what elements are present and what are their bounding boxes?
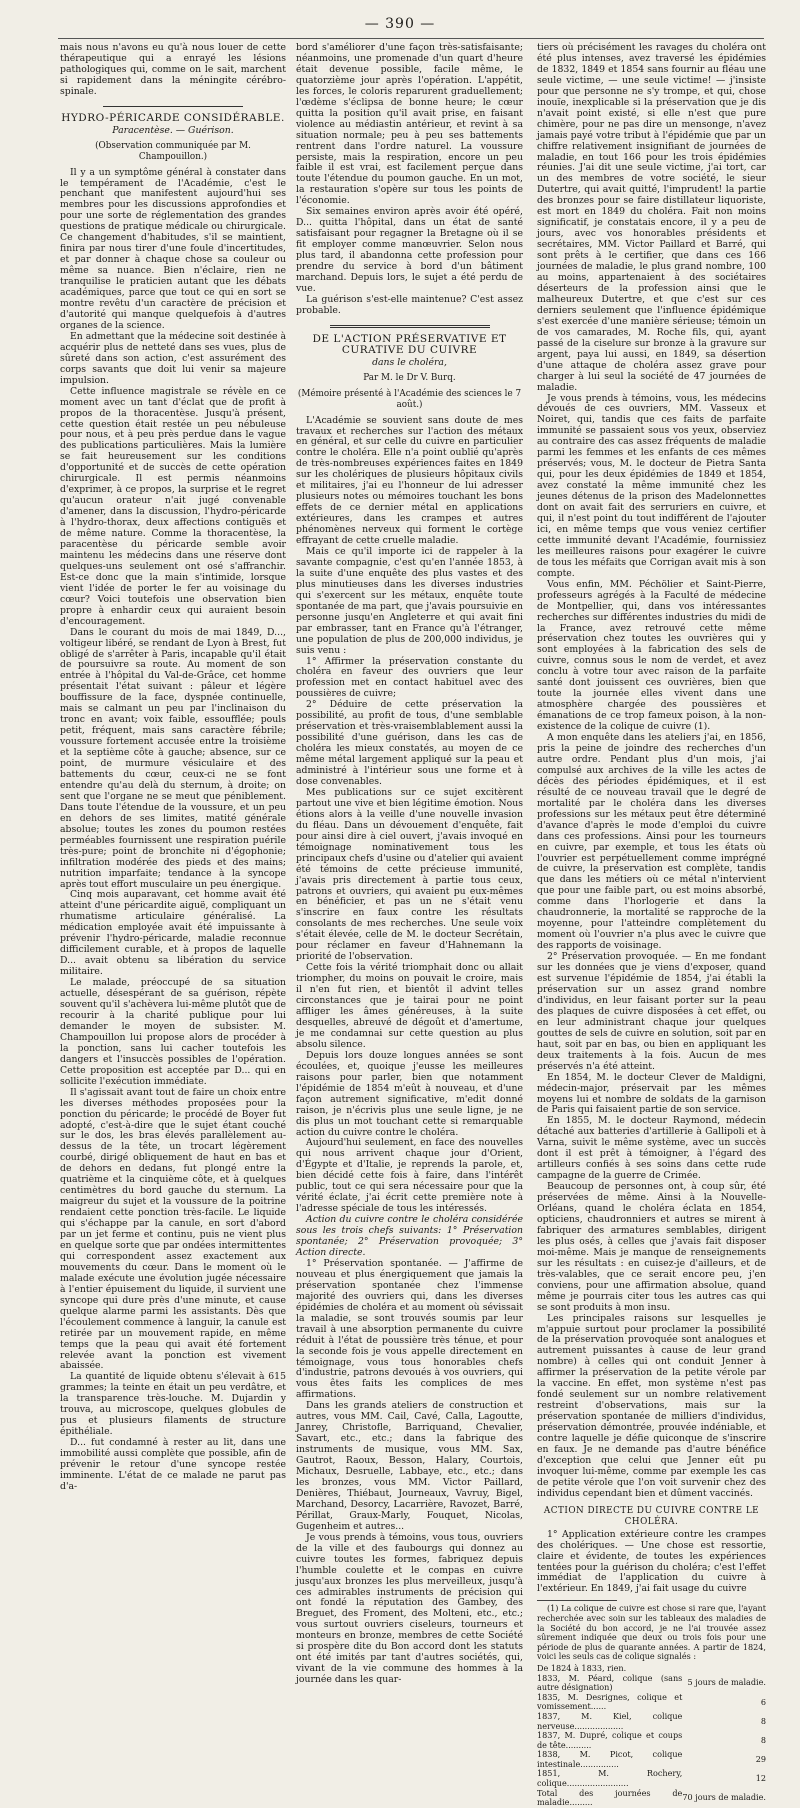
right-column [537,42,766,1808]
stats-row [537,1674,766,1693]
left-paragraph: Cette influence magistrale se révèle en ce moment avec un tant d'éclat que de profit à propos de la thoracentèse. Jusqu'à présent, cette question était restée un peu nébuleuse pour nous, et à peu près perdue dans le vague des publications particulières. Mais la lumière se fait heureusement sur les conditions d'opportunité et de succès de cette opération chirurgicale. Il est permis néanmoins d'exprimer, à ce propos, la surprise et le regret qu'aucun orateur n'ait jugé convenable d'amener, dans la discussion, l'hydro-péricarde à l'hydro-thorax, deux affections contiguës et de même nature. Comme la thoracentèse, la paracentèse du péricarde semble avoir maintenu les médecins dans une réserve dont quelques-uns seulement ont osé s'affranchir. Est-ce donc que la main s'intimide, lorsque vient l'idée de porter le fer au voisinage du cœur? Voici toutefois une observation bien propre à enhardir ceux qui auraient besoin d'encouragement. [60,385,286,627]
stats-label: 1837, M. Kiel, colique nerveuse................... [537,1710,683,1731]
stats-row [537,1750,766,1769]
right-paragraph: Je vous prends à témoins, vous, les médecins dévoués de ces ouvriers, MM. Vasseux et Noiret, qui, tandis que ces faits de parfaite immunité se passaient sous vos yeux, observiez au contraire des cas assez fréquents de maladie parmi les femmes et les enfants de ces mêmes préservés; vous, M. le docteur de Pietra Santa qui, pour les deux épidémies de 1849 et 1854, avez constaté la même immunité chez les jeunes détenus de la prison des Madelonnettes dont on avait fait des serruriers en cuivre, et qui, il n'est point du tout indifférent de l'ajouter ici, en même temps que vous veniez certifier cette immunité devant l'Académie, fournissiez les meilleures raisons pour exagérer le cuivre de tous les méfaits que Corrigan avait mis à son compte. [537,392,766,579]
stats-value: 8 [760,1715,766,1726]
left-paragraph: Il y a un symptôme général à constater dans le tempérament de l'Académie, c'est le penchant que manifestent aujourd'hui ses membres pour les discussions approfondies et pour une sorte de réglementation des grandes questions de pratique médicale ou chirurgicale. Ce changement d'habitudes, s'il se maintient, finira par nous tirer d'une foule d'incertitudes, et par donner à chaque chose sa couleur ou même sa nuance. Bien n'éclaire, rien ne tranquilise le praticien autant que les débats académiques, parce que tout ce qui en sort se montre revêtu d'un caractère de précision et d'autorité qui manque quelquefois à d'autres organes de la science. [60,166,286,331]
section-separator [103,106,243,107]
middle-paragraph: bord s'améliorer d'une façon très-satisfaisante; néanmoins, une promenade d'un quart d'heure était devenue possible, facile même, le quatorzième jour après l'opération. L'appétit, les forces, le coloris reparurent graduellement; l'œdème s'éclipsa de bonne heure; le cœur quitta la position qu'il avait prise, en faisant violence au médiastin antérieur, et revint à sa situation normale; peu à peu ses battements rentrent dans l'ordre naturel. La voussure persiste, mais la respiration, encore un peu faible il est vrai, est facilement perçue dans toute l'étendue du poumon gauche. En un mot, la restauration s'opère sur tous les points de l'économie. [296,42,523,207]
stats-row [537,1712,766,1731]
stats-value: 5 jours de maladie. [687,1677,766,1688]
middle-paragraph: 1° Préservation spontanée. — J'affirme de nouveau et plus énergiquement que jamais la préservation spontanée chez l'immense majorité des ouvriers qui, dans les diverses épidémies de choléra et au moment où sévissait la maladie, se sont trouvés soumis par leur travail à une absorption permanente du cuivre réduit à l'état de poussière très ténue, et pour la seconde fois je vous appelle directement en témoignage, vous tous honorables chefs d'industrie, patrons devoués à vos ouvriers, qui vous êtes faits les complices de mes affirmations. [296,1257,523,1401]
middle-paragraph: 2° Déduire de cette préservation la possibilité, au profit de tous, d'une semblable préservation et très-vraisemblablement aussi la possibilité d'une guérison, dans les cas de choléra les mieux constatés, au moyen de ce même métal largement appliqué sur la peau et administré à l'intérieur sous une forme et à dose convenables. [296,699,523,787]
middle-paragraph: Dans les grands ateliers de construction et autres, vous MM. Cail, Cavé, Calla, Lagoutte, Janrey, Christofle, Barriquand, Chevalier, Savart, etc., etc.; dans la fabrique des instruments de musique, vous MM. Sax, Gautrot, Raoux, Besson, Halary, Courtois, Michaux, Desruelle, Labbaye, etc., etc.; dans les bronzes, vous MM. Victor Paillard, Denières, Thiébaut, Journeaux, Vavruy, Bigel, Marchand, Desorcy, Lacarrière, Ravozet, Barré, Périllat, Graux-Marly, Fouquet, Nicolas, Gugenheim et autres... [296,1400,523,1532]
footnote: (1) La colique de cuivre est chose si rare que, l'ayant recherchée avec soin sur les tableaux des maladies de la Société du bon accord, je ne l'ai trouvée assez sûrement indiquée que deux ou trois fois pour une période de plus de quarante années. A partir de 1824, voici les seuls cas de colique signalés : [537,1603,766,1662]
right-paragraph: tiers où précisément les ravages du choléra ont été plus intenses, avez traversé les épidémies de 1832, 1849 et 1854 sans fournir au fléau une seule victime, — une seule victime! — j'insiste pour que personne ne s'y trompe, et qui, chose inouïe, inexplicable si la préservation que je dis n'avait point existé, si elle n'est que pure chimère, pour ne pas dire un mensonge, n'avez jamais payé votre tribut à l'épidémie que par un chiffre relativement insignifiant de journées de maladie, en tout 166 pour les trois épidémies réunies. J'ai dit une seule victime, j'ai tort, car un des membres de votre société, le sieur Dutertre, qui avait quitté, l'imprudent! la partie des bronzes pour se faire distillateur liquoriste, est mort en 1849 du choléra. Fait non moins significatif, je constatais encore, il y a peu de jours, avec vos honorables présidents et secrétaires, MM. Victor Paillard et Barré, qui sont prêts à le certifier, que dans ces 166 journées de maladie, le plus grand nombre, 100 au moins, appartenaient à des sociétaires déserteurs de la profession ainsi que le malheureux Dutertre, et que c'est sur ces derniers seulement que l'influence épidémique s'est exercée d'une manière sérieuse; témoin un de vos camarades, M. Roche fils, qui, ayant passé de la ciselure sur bronze à la gravure sur argent, paya lui aussi, en 1849, sa désertion d'une attaque de choléra assez grave pour charger à lui seul la société de 47 journées de maladie. [537,42,766,393]
left-intro-paragraph: mais nous n'avons eu qu'à nous louer de cette thérapeutique qui a enrayé les lésions pathologiques qui, comme on le sait, marchent si rapidement dans la méningite cérébro-spinale. [60,42,286,97]
left-column [60,42,286,1492]
left-paragraph: Cinq mois auparavant, cet homme avait été atteint d'une péricardite aiguë, compliquant un rhumatisme articulaire généralisé. La médication employée avait été impuissante à prévenir l'hydro-péricarde, maladie reconnue difficilement curable, et à propos de laquelle D... avait obtenu sa libération du service militaire. [60,889,286,978]
left-paragraph: Il s'agissait avant tout de faire un choix entre les diverses méthodes proposées pour la ponction du péricarde; le procédé de Boyer fut adopté, c'est-à-dire que le sujet étant couché sur le dos, les bras élevés parallèlement au-dessus de la tête, un trocart légèrement courbé, dirigé obliquement de haut en bas et de dehors en dedans, fut plongé entre la quatrième et la cinquième côte, et à quelques centimètres du bord gauche du sternum. La maigreur du sujet et la voussure de la poitrine rendaient cette ponction très-facile. Le liquide qui s'échappe par la canule, en sort d'abord par un jet ferme et continu, puis ne vient plus en quelque sorte que par ondées intermittentes qui correspondent assez exactement aux mouvements du cœur. Dans le moment où le malade exécute une évolution jugée nécessaire à l'entier épuisement du liquide, il survient une syncope qui dure près d'une minute, et cause quelque alarme parmi les assistants. Dès que l'écoulement commence à languir, la canule est retirée par un mouvement rapide, en même temps que la peau qui avait été fortement relevée avant la ponction est vivement abaissée. [60,1086,286,1372]
left-paragraph: La quantité de liquide obtenu s'élevait à 615 grammes; la teinte en était un peu verdâtre, et la transparence très-louche. M. Dujardin y trouva, au microscope, quelques globules de pus et plusieurs filaments de structure épithéliale. [60,1371,286,1438]
right-paragraph: Les principales raisons sur lesquelles je m'appuie surtout pour proclamer la possibilité de la préservation provoquée sont analogues et autrement puissantes à cause de leur grand nombre) à celles qui ont conduit Jenner à affirmer la préservation de la petite vérole par la vaccine. En effet, mon système n'est pas fondé seulement sur un nombre relativement restreint d'observations, mais sur la préservation spontanée de milliers d'individus, préservation démontrée, prouvée indéniable, et contre laquelle je défie quiconque de s'inscrire en faux. Je ne demande pas d'autre bénéfice d'exception que celui que Jenner eût pu invoquer lui-même, comme par exemple les cas de petite vérole que l'on voit survenir chez des individus cependant bien et dûment vaccinés. [537,1312,766,1499]
right-paragraph: Beaucoup de personnes ont, à coup sûr, été préservées de même. Ainsi à la Nouvelle-Orléans, quand le choléra éclata en 1854, opticiens, chaudronniers et autres se mirent à fabriquer des armatures semblables, dirigent les plus osés, à celles que j'avais fait disposer moi-même. Mais je manque de renseignements sur les résultats : en cuisez-je d'ailleurs, et de très-valables, que ce serait encore peu, j'en conviens, pour une affirmation absolue, quand même je pourrais citer tous les autres cas qui se sont produits à mon insu. [537,1181,766,1313]
stats-value: 6 [760,1696,766,1707]
stats-total-row [537,1789,766,1808]
middle-column [296,42,523,1686]
right-paragraph: A mon enquête dans les ateliers j'ai, en 1856, pris la peine de joindre des recherches d'un autre ordre. Pendant plus d'un mois, j'ai compulsé aux archives de la ville les actes de décès des périodes épidémiques, et il est résulté de ce nouveau travail que le degré de mortalité par le choléra dans les diverses professions sur les métaux peut être déterminé d'avance d'après le mode d'emploi du cuivre dans ces professions. Ainsi pour les tourneurs en cuivre, par exemple, et tous les états où l'ouvrier est perpétuellement comme imprégné de cuivre, la préservation est complète, tandis que dans les métiers où ce métal n'intervient que pour une faible part, ou est moins absorbé, comme dans l'horlogerie et dans la chaudronnerie, la mortalité se rapproche de la moyenne, pour l'atteindre complètement du moment où l'ouvrier n'a plus avec le cuivre que des rapports de voisinage. [537,732,766,952]
article-subtitle: Paracentèse. — Guérison. [112,124,234,136]
right-paragraph: 1° Application extérieure contre les crampes des cholériques. — Une chose est ressortie, claire et évidente, de toutes les expériences tentées pour la guérison du choléra; c'est l'effet immédiat de l'application du cuivre à l'extérieur. En 1849, j'ai fait usage du cuivre [537,1528,766,1595]
article-note: (Observation communiquée par M. Champouillon.) [95,140,251,162]
colic-stats-table [537,1664,766,1808]
stats-label: 1851, M. Rochery, colique........................ [537,1768,683,1789]
middle-paragraph: Six semaines environ après avoir été opéré, D... quitta l'hôpital, dans un état de santé satisfaisant pour regagner la Bretagne où il se fit employer comme manœuvrier. Selon nous plus tard, il abandonna cette profession pour prendre du service à bord d'un bâtiment marchand. Depuis lors, le sujet a été perdu de vue. [296,206,523,294]
middle-paragraph: Mais ce qu'il importe ici de rappeler à la savante compagnie, c'est qu'en l'année 1853, à la suite d'une enquête des plus vastes et des plus minutieuses dans les diverses industries qui s'exercent sur les métaux, enquête toute spontanée de ma part, que j'avais poursuivie en personne jusqu'en Angleterre et qui avait fini par embrasser, tant en France qu'à l'étranger, une population de plus de 200,000 individus, je suis venu : [296,545,523,656]
stats-row [537,1769,766,1788]
stats-total-label: Total des journées de maladie......... [537,1787,683,1808]
article-note: (Mémoire présenté à l'Académie des sciences le 7 août.) [297,388,522,410]
stats-label: 1833, M. Péard, colique (sans autre désignation) [537,1672,683,1693]
left-paragraph: En admettant que la médecine soit destinée à acquérir plus de netteté dans ses vues, plus de sûreté dans son action, c'est assurément des corps savants que doit lui venir sa majeure impulsion. [60,330,286,386]
middle-paragraph: La guérison s'est-elle maintenue? C'est assez probable. [296,293,523,316]
header-rule [58,38,764,39]
middle-paragraph: Depuis lors douze longues années se sont écoulées, et, quoique j'eusse les meilleures raisons pour parler, bien que notamment l'épidémie de 1854 m'eût à nouveau, et d'une façon autrement significative, m'edit donné raison, je n'écrivis plus une seule ligne, je ne dis plus un mot touchant cette si remarquable action du cuivre contre le choléra. [296,1049,523,1138]
stats-value: 8 [760,1734,766,1745]
article-title-cuivre: DE L'ACTION PRÉSERVATIVE ET CURATIVE DU CUIVRE [312,332,507,356]
stats-value: 12 [755,1773,766,1784]
middle-paragraph: Aujourd'hui seulement, en face des nouvelles qui nous arrivent chaque jour d'Orient, d'Égypte et d'Italie, je reprends la parole, et, bien décidé cette fois à faire, dans l'intérêt public, tout ce qui sera nécessaire pour que la vérité éclate, j'ai écrit cette première note à l'adresse spéciale de tous les intéressés. [296,1137,523,1215]
article-title-hydro-pericarde: HYDRO-PÉRICARDE CONSIDÉRABLE. [61,111,285,124]
stats-label: 1835, M. Desrignes, colique et vomissement...... [537,1691,683,1712]
stats-label: De 1824 à 1833, rien. [537,1662,627,1673]
middle-paragraph: Je vous prends à témoins, vous tous, ouvriers de la ville et des faubourgs qui donnez au cuivre toutes les formes, fabriquez depuis l'humble coulette et le compas en cuivre jusqu'aux bronzes les plus merveilleux, jusqu'à ces admirables instruments de précision qui ont fondé la réputation des Gambey, des Breguet, des Froment, des Molteni, etc., etc.; vous surtout ouvriers ciseleurs, tourneurs et monteurs en bronze, membres de cette Société si prospère dite du Bon accord dont les statuts ont été imités par tant d'autres sociétés, qui, vivant de la vie commune des hommes à la journée dans les quar- [296,1531,523,1686]
right-paragraph: En 1854, M. le docteur Clever de Maldigni, médecin-major, préservait par les mêmes moyens lui et nombre de soldats de la garnison de Paris qui faisaient partie de son service. [537,1071,766,1116]
right-paragraph: En 1855, M. le docteur Raymond, médecin détaché aux batteries d'artillerie à Gallipoli et à Varna, suivit le même système, avec un succès dont il est prêt à témoigner, à l'égard des artilleurs confiés à ses soins dans cette rude campagne de la guerre de Crimée. [537,1115,766,1182]
left-paragraph: Le malade, préoccupé de sa situation actuelle, désespérant de sa guérison, répète souvent qu'il s'achèvera lui-même plutôt que de recourir à la charité publique pour lui demander le moyen de subsister. M. Champouillon lui propose alors de procéder à la ponction, sans lui cacher toutefois les dangers et l'insuccès possibles de l'opération. Cette proposition est acceptée par D... qui en sollicite l'exécution immédiate. [60,977,286,1087]
stats-label: 1838, M. Picot, colique intestinale............... [537,1749,683,1769]
left-paragraph: D... fut condamné à rester au lit, dans une immobilité aussi complète que possible, afin de prévenir le retour d'une syncope restée imminente. L'état de ce malade ne parut pas d'a- [60,1437,286,1492]
middle-paragraph: 1° Affirmer la préservation constante du choléra en faveur des ouvriers que leur profession met en contact habituel avec des poussières de cuivre; [296,655,523,700]
middle-paragraph-italic: Action du cuivre contre le choléra considérée sous les trois chefs suivants: 1° Préservation spontanée; 2° Préservation provoquée; 3° Action directe. [296,1214,523,1258]
middle-paragraph: L'Académie se souvient sans doute de mes travaux et recherches sur l'action des métaux en général, et sur celle du cuivre en particulier contre le choléra. Elle n'a point oublié qu'après de très-nombreuses expériences faites en 1849 sur les cholériques de plusieurs hôpitaux civils et militaires, j'ai eu l'honneur de lui adresser plusieurs notes ou mémoires touchant les bons effets de ce dernier métal en applications extérieures, dans les crampes et autres phénomènes nerveux qui forment le cortège effrayant de cette cruelle maladie. [296,414,523,547]
stats-value [682,1664,766,1674]
footnote-rule [537,1600,617,1601]
stats-row [537,1731,766,1750]
middle-paragraph: Cette fois la vérité triomphait donc ou allait triompher, du moins on pouvait le croire, mais il n'en fut rien, et bientôt il advint telles circonstances que je tairai pour ne point affliger les âmes généreuses, à la suite desquelles, abreuvé de dégoût et d'amertume, je me condamnai sur cette question au plus absolu silence. [296,962,523,1050]
middle-paragraph: Mes publications sur ce sujet excitèrent partout une vive et bien légitime émotion. Nous étions alors à la veille d'une nouvelle invasion du fléau. Dans un dévouement d'enquête, fait pour ainsi dire à ciel ouvert, j'avais invoqué en témoignage nominativement tous les principaux chefs d'usine ou d'atelier qui avaient été témoins de cette précieuse immunité, j'avais pris directement à partie tous ceux, patrons et ouvriers, qui avaient pu eux-mêmes en bénéficier, et pas un ne s'était venu s'inscrire en faux contre les résultats consolants de mes recherches. Une seule voix s'était élevée, celle de M. le docteur Secrétain, pour réclamer en faveur d'Hahnemann la priorité de l'observation. [296,786,523,963]
section-separator [330,325,490,328]
right-paragraph: 2° Préservation provoquée. — En me fondant sur les données que je viens d'exposer, quand est survenue l'épidémie de 1854, j'ai établi la préservation sur un assez grand nombre d'individus, en leur faisant porter sur la peau des plaques de cuivre disposées à cet effet, ou en leur administrant chaque jour quelques gouttes de sels de cuivre en solution, soit par en haut, soit par en bas, ou bien en appliquant les deux traitements à la fois. Aucun de mes préservés n'a été atteint. [537,951,766,1072]
stats-label: 1837, M. Dupré, colique et coups de tête.......... [537,1730,683,1750]
stats-row [537,1693,766,1712]
left-paragraph: Dans le courant du mois de mai 1849, D..., voltigeur libéré, se rendant de Lyon à Brest, fut obligé de s'arrêter à Paris, incapable qu'il était de poursuivre sa route. Au moment de son entrée à l'hôpital du Val-de-Grâce, cet homme présentait l'état suivant : pâleur et légère bouffissure de la face, dyspnée continuelle, mais se calmant un peu par l'inclinaison du tronc en avant; voix faible, essoufflée; pouls petit, fréquent, mais sans caractère fébrile; voussure fortement accusée entre la troisième et la septième côte à gauche; absence, sur ce point, de murmure vésiculaire et des battements du cœur, ceux-ci ne se font entendre qu'au delà du sternum, à droite; on sent que l'organe ne se meut que péniblement. Dans toute l'étendue de la voussure, et un peu en dehors de ses limites, matité générale absolue; toutes les zones du poumon restées perméables fournissent une respiration puérile très-pure; point de bronchite ni d'égophonie; infiltration modérée des pieds et des mains; nutrition imparfaite; tendance à la syncope après tout effort musculaire un peu énergique. [60,626,286,890]
right-paragraph: Vous enfin, MM. Péchölier et Saint-Pierre, professeurs agrégés à la Faculté de médecine de Montpellier, qui, dans vos intéressantes recherches sur différentes industries du midi de la France, avez retrouvé cette même préservation chez toutes les ouvrières qui y sont employées à la fabrication des sels de cuivre, connus sous le nom de verdet, et avez conclu à votre tour avec raison de la parfaite santé dont jouissent ces ouvrières, bien que toute la journée elles vivent dans une atmosphère chargée des poussières et émanations de ce trop fameux poison, à la non-existence de la colique de cuivre (1). [537,578,766,733]
article-title-action-directe: ACTION DIRECTE DU CUIVRE CONTRE LE CHOLÉRA. [543,1505,760,1527]
article-author: Par M. le Dr V. Burq. [363,372,456,383]
article-subtitle: dans le choléra, [372,356,447,368]
stats-total-value: 70 jours de maladie. [682,1792,766,1803]
page-number: — 390 — [364,16,436,32]
stats-value: 29 [755,1754,766,1765]
